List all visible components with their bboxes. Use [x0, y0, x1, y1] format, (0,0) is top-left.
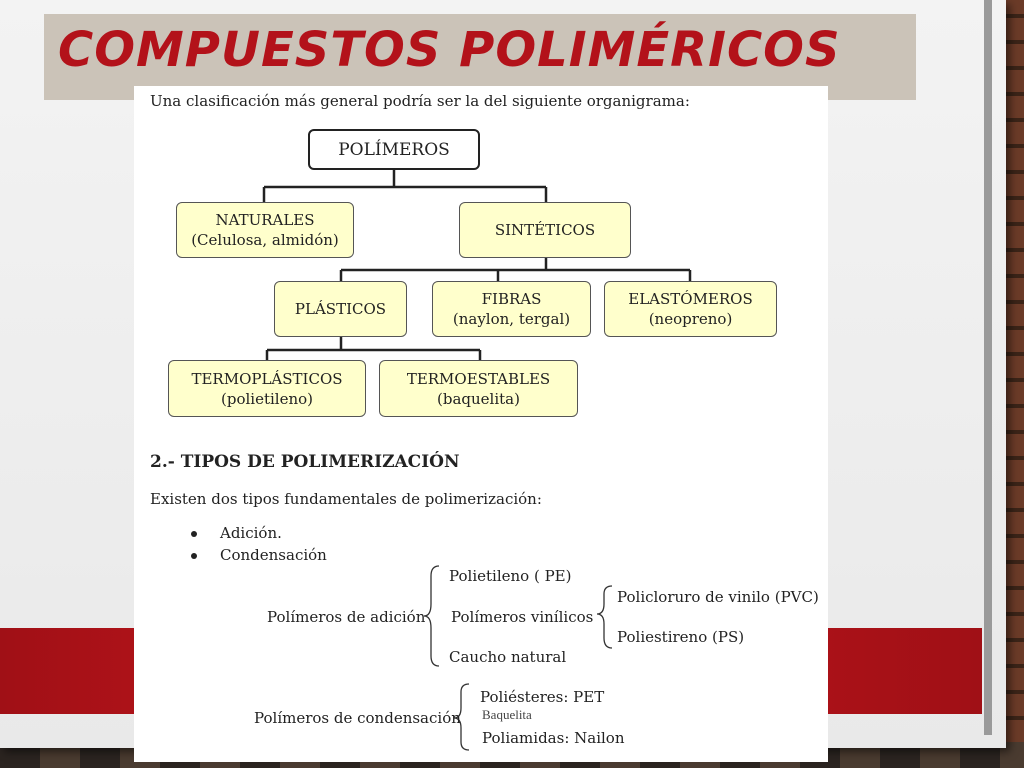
bullet-adicion: Adición. — [220, 524, 282, 542]
condensacion-item-baquelita: Baquelita — [482, 707, 532, 722]
condensacion-label: Polímeros de condensación — [254, 709, 461, 727]
box-naturales-label: NATURALES — [215, 211, 315, 229]
vinilico-pvc: Policloruro de vinilo (PVC) — [617, 588, 819, 606]
box-termoestables-sub: (baquelita) — [437, 389, 520, 408]
box-elastomeros-label: ELASTÓMEROS — [628, 290, 753, 308]
adicion-item-caucho: Caucho natural — [449, 648, 567, 666]
box-termoplasticos-label: TERMOPLÁSTICOS — [191, 369, 343, 388]
box-sinteticos-label: SINTÉTICOS — [494, 221, 596, 239]
box-plasticos-label: PLÁSTICOS — [294, 300, 387, 318]
box-elastomeros-sub: (neopreno) — [648, 310, 733, 328]
box-termoplasticos-sub: (polietileno) — [221, 389, 313, 408]
condensacion-item-poliesteres: Poliésteres: PET — [480, 688, 605, 706]
slide-title: COMPUESTOS POLIMÉRICOS — [58, 22, 841, 78]
box-termoestables-label: TERMOESTABLES — [406, 369, 551, 388]
intro-text: Una clasificación más general podría ser la del siguiente organigrama: — [150, 92, 690, 110]
adicion-label: Polímeros de adición — [267, 608, 426, 626]
condensacion-item-poliamidas: Poliamidas: Nailon — [482, 729, 625, 747]
section-heading: 2.- TIPOS DE POLIMERIZACIÓN — [150, 452, 460, 472]
adicion-item-polietileno: Polietileno ( PE) — [449, 567, 572, 585]
vinilico-ps: Poliestireno (PS) — [617, 628, 745, 646]
box-fibras-label: FIBRAS — [481, 290, 542, 308]
box-polimeros-label: POLÍMEROS — [338, 139, 450, 160]
bullet-condensacion: Condensación — [220, 546, 327, 564]
document-image — [134, 86, 828, 762]
adicion-item-vinilicos: Polímeros vinílicos — [451, 608, 594, 626]
box-naturales-sub: (Celulosa, almidón) — [191, 231, 339, 249]
section-intro: Existen dos tipos fundamentales de polimerización: — [150, 490, 542, 508]
box-fibras-sub: (naylon, tergal) — [452, 310, 571, 328]
